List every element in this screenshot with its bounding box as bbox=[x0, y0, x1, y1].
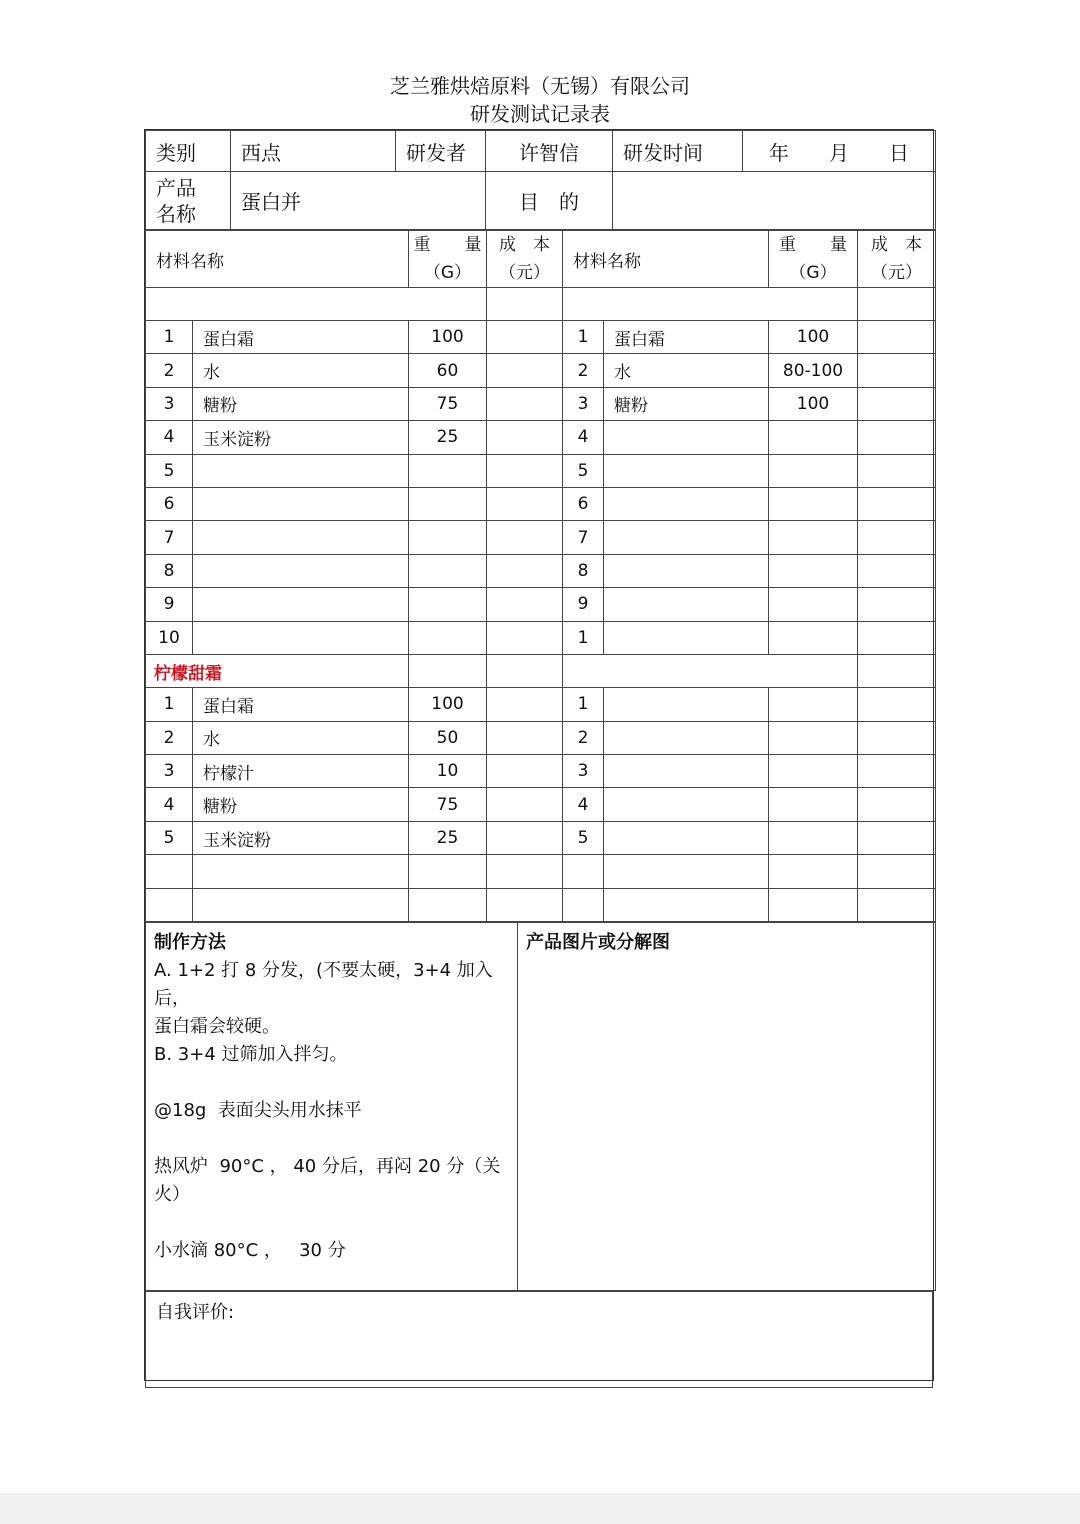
left-material-name bbox=[193, 855, 409, 888]
right-material-name bbox=[604, 454, 769, 487]
left-material-name: 水 bbox=[193, 354, 409, 387]
right-material-name bbox=[604, 421, 769, 454]
right-weight: 100 bbox=[769, 387, 858, 420]
weight-header-left: 重 量 （G） bbox=[409, 231, 487, 288]
left-material-name: 水 bbox=[193, 721, 409, 754]
right-row-number: 6 bbox=[563, 487, 604, 520]
right-row-number: 1 bbox=[563, 688, 604, 721]
right-row-number: 5 bbox=[563, 454, 604, 487]
right-cost bbox=[858, 521, 936, 554]
table-row bbox=[146, 487, 936, 520]
right-material-name bbox=[604, 821, 769, 854]
table-row bbox=[146, 421, 936, 454]
left-cost bbox=[487, 888, 563, 921]
method-step-line: 热风炉 90°C ， 40 分后，再闷 20 分（关 bbox=[154, 1156, 501, 1178]
right-cost bbox=[858, 788, 936, 821]
right-material-name bbox=[604, 755, 769, 788]
right-material-name bbox=[604, 588, 769, 621]
right-material-name bbox=[604, 487, 769, 520]
table-row bbox=[146, 354, 936, 387]
right-cost bbox=[858, 487, 936, 520]
evaluation-label: 自我评价: bbox=[156, 1302, 235, 1324]
right-cost bbox=[858, 454, 936, 487]
left-cost bbox=[487, 621, 563, 654]
right-weight bbox=[769, 487, 858, 520]
table-row bbox=[146, 688, 936, 721]
bottom-bar bbox=[0, 1493, 1080, 1524]
left-cost bbox=[487, 454, 563, 487]
record-form bbox=[144, 129, 934, 1381]
left-material-name bbox=[193, 588, 409, 621]
left-row-number: 6 bbox=[146, 487, 193, 520]
table-row bbox=[146, 521, 936, 554]
left-weight: 10 bbox=[409, 755, 487, 788]
empty-cell bbox=[487, 654, 563, 687]
right-weight bbox=[769, 454, 858, 487]
left-cost bbox=[487, 821, 563, 854]
method-step-line bbox=[154, 1069, 509, 1097]
left-material-name: 玉米淀粉 bbox=[193, 821, 409, 854]
right-row-number: 5 bbox=[563, 821, 604, 854]
right-weight bbox=[769, 554, 858, 587]
method-step-line: 小水滴 80°C ， 30 分 bbox=[154, 1240, 346, 1262]
developer-label: 研发者 bbox=[396, 131, 486, 172]
right-cost bbox=[858, 421, 936, 454]
left-material-name: 柠檬汁 bbox=[193, 755, 409, 788]
right-cost bbox=[858, 855, 936, 888]
right-cost bbox=[858, 354, 936, 387]
method-step-line: 火） bbox=[154, 1184, 190, 1206]
right-material-name bbox=[604, 788, 769, 821]
right-material-name bbox=[604, 688, 769, 721]
left-material-name bbox=[193, 888, 409, 921]
left-weight: 50 bbox=[409, 721, 487, 754]
right-weight bbox=[769, 588, 858, 621]
left-row-number bbox=[146, 888, 193, 921]
left-material-name bbox=[193, 487, 409, 520]
left-cost bbox=[487, 755, 563, 788]
left-weight: 100 bbox=[409, 321, 487, 354]
right-material-name bbox=[604, 521, 769, 554]
left-material-name: 玉米淀粉 bbox=[193, 421, 409, 454]
left-row-number: 3 bbox=[146, 387, 193, 420]
right-cost bbox=[858, 888, 936, 921]
weight-header-right: 重 量 （G） bbox=[769, 231, 858, 288]
right-row-number: 8 bbox=[563, 554, 604, 587]
method-step-line: A. 1+2 打 8 分发，(不要太硬，3+4 加入后， bbox=[154, 960, 493, 1010]
company-title: 芝兰雅烘焙原料（无锡）有限公司 bbox=[390, 74, 690, 98]
left-weight: 25 bbox=[409, 821, 487, 854]
right-cost bbox=[858, 554, 936, 587]
table-row bbox=[146, 755, 936, 788]
right-row-number bbox=[563, 855, 604, 888]
left-row-number: 4 bbox=[146, 788, 193, 821]
right-material-name: 蛋白霜 bbox=[604, 321, 769, 354]
left-row-number: 5 bbox=[146, 821, 193, 854]
ingredient-table bbox=[145, 230, 936, 922]
table-row bbox=[146, 788, 936, 821]
right-row-number: 7 bbox=[563, 521, 604, 554]
table-row bbox=[146, 855, 936, 888]
picture-cell bbox=[518, 923, 936, 1291]
method-steps bbox=[154, 957, 509, 1265]
left-row-number bbox=[146, 855, 193, 888]
left-weight: 75 bbox=[409, 788, 487, 821]
table-row bbox=[146, 621, 936, 654]
right-row-number: 1 bbox=[563, 621, 604, 654]
method-label: 制作方法 bbox=[154, 932, 226, 954]
right-weight bbox=[769, 688, 858, 721]
left-weight bbox=[409, 454, 487, 487]
cost-header-left: 成 本 （元） bbox=[487, 231, 563, 288]
header-table bbox=[145, 130, 936, 230]
left-weight: 75 bbox=[409, 387, 487, 420]
method-step-line: @18g 表面尖头用水抹平 bbox=[154, 1100, 362, 1122]
cost-header-right: 成 本 （元） bbox=[858, 231, 936, 288]
left-weight bbox=[409, 588, 487, 621]
right-weight bbox=[769, 755, 858, 788]
table-row bbox=[146, 321, 936, 354]
left-cost bbox=[487, 554, 563, 587]
right-row-number: 9 bbox=[563, 588, 604, 621]
left-row-number: 7 bbox=[146, 521, 193, 554]
right-weight bbox=[769, 521, 858, 554]
method-table bbox=[145, 922, 936, 1291]
right-cost bbox=[858, 721, 936, 754]
right-weight: 100 bbox=[769, 321, 858, 354]
left-row-number: 5 bbox=[146, 454, 193, 487]
left-row-number: 4 bbox=[146, 421, 193, 454]
left-cost bbox=[487, 588, 563, 621]
right-cost bbox=[858, 387, 936, 420]
purpose-label: 目 的 bbox=[486, 172, 613, 230]
section-title-row bbox=[146, 654, 936, 687]
left-material-name bbox=[193, 621, 409, 654]
section-title-lemon-frosting: 柠檬甜霜 bbox=[146, 654, 409, 687]
right-material-name bbox=[604, 554, 769, 587]
right-weight bbox=[769, 721, 858, 754]
left-weight: 100 bbox=[409, 688, 487, 721]
category-label: 类别 bbox=[146, 131, 231, 172]
right-row-number bbox=[563, 888, 604, 921]
left-weight: 60 bbox=[409, 354, 487, 387]
left-material-name bbox=[193, 554, 409, 587]
form-title: 研发测试记录表 bbox=[470, 102, 610, 126]
left-cost bbox=[487, 788, 563, 821]
table-row bbox=[146, 721, 936, 754]
right-cost bbox=[858, 321, 936, 354]
left-weight: 25 bbox=[409, 421, 487, 454]
left-cost bbox=[487, 855, 563, 888]
method-step-line: B. 3+4 过筛加入拌匀。 bbox=[154, 1044, 348, 1066]
material-header-right: 材料名称 bbox=[563, 231, 769, 288]
right-cost bbox=[858, 755, 936, 788]
left-row-number: 2 bbox=[146, 721, 193, 754]
purpose-value bbox=[613, 172, 936, 230]
left-weight bbox=[409, 487, 487, 520]
right-weight bbox=[769, 855, 858, 888]
left-material-name: 糖粉 bbox=[193, 788, 409, 821]
left-row-number: 9 bbox=[146, 588, 193, 621]
category-value: 西点 bbox=[231, 131, 396, 172]
right-weight bbox=[769, 821, 858, 854]
left-row-number: 10 bbox=[146, 621, 193, 654]
right-row-number: 4 bbox=[563, 788, 604, 821]
left-row-number: 2 bbox=[146, 354, 193, 387]
table-row bbox=[146, 554, 936, 587]
right-cost bbox=[858, 688, 936, 721]
left-material-name: 蛋白霜 bbox=[193, 688, 409, 721]
right-row-number: 4 bbox=[563, 421, 604, 454]
left-cost bbox=[487, 688, 563, 721]
right-weight bbox=[769, 888, 858, 921]
right-material-name bbox=[604, 888, 769, 921]
empty-cell bbox=[409, 654, 487, 687]
left-cost bbox=[487, 521, 563, 554]
product-label: 产品 名称 bbox=[146, 172, 231, 230]
empty-cell bbox=[563, 654, 858, 687]
table-row bbox=[146, 821, 936, 854]
left-cost bbox=[487, 721, 563, 754]
left-weight bbox=[409, 554, 487, 587]
empty-cell bbox=[858, 654, 936, 687]
right-row-number: 2 bbox=[563, 721, 604, 754]
right-material-name bbox=[604, 855, 769, 888]
left-weight bbox=[409, 888, 487, 921]
developer-value: 许智信 bbox=[486, 131, 613, 172]
spacer-row bbox=[146, 288, 936, 321]
right-cost bbox=[858, 621, 936, 654]
right-weight bbox=[769, 621, 858, 654]
right-row-number: 3 bbox=[563, 387, 604, 420]
left-material-name bbox=[193, 454, 409, 487]
picture-label: 产品图片或分解图 bbox=[526, 932, 670, 954]
right-material-name bbox=[604, 621, 769, 654]
left-cost bbox=[487, 321, 563, 354]
evaluation-table bbox=[145, 1291, 933, 1388]
left-row-number: 1 bbox=[146, 688, 193, 721]
method-step-line: 蛋白霜会较硬。 bbox=[154, 1016, 280, 1038]
left-row-number: 8 bbox=[146, 554, 193, 587]
left-cost bbox=[487, 387, 563, 420]
method-cell bbox=[146, 923, 518, 1291]
left-material-name: 糖粉 bbox=[193, 387, 409, 420]
method-step-line bbox=[154, 1125, 509, 1153]
left-row-number: 3 bbox=[146, 755, 193, 788]
left-weight bbox=[409, 521, 487, 554]
right-row-number: 1 bbox=[563, 321, 604, 354]
left-weight bbox=[409, 855, 487, 888]
left-cost bbox=[487, 421, 563, 454]
right-material-name: 水 bbox=[604, 354, 769, 387]
right-weight bbox=[769, 788, 858, 821]
right-material-name: 糖粉 bbox=[604, 387, 769, 420]
left-row-number: 1 bbox=[146, 321, 193, 354]
method-step-line bbox=[154, 1209, 509, 1237]
right-cost bbox=[858, 821, 936, 854]
left-material-name bbox=[193, 521, 409, 554]
table-row bbox=[146, 588, 936, 621]
date-label: 研发时间 bbox=[613, 131, 743, 172]
right-row-number: 2 bbox=[563, 354, 604, 387]
product-value: 蛋白并 bbox=[231, 172, 486, 230]
left-cost bbox=[487, 487, 563, 520]
table-row bbox=[146, 387, 936, 420]
evaluation-cell bbox=[146, 1292, 933, 1388]
material-header-left: 材料名称 bbox=[146, 231, 409, 288]
left-cost bbox=[487, 354, 563, 387]
right-cost bbox=[858, 588, 936, 621]
left-material-name: 蛋白霜 bbox=[193, 321, 409, 354]
right-row-number: 3 bbox=[563, 755, 604, 788]
date-value: 年 月 日 bbox=[743, 131, 936, 172]
right-weight bbox=[769, 421, 858, 454]
right-weight: 80-100 bbox=[769, 354, 858, 387]
table-row bbox=[146, 888, 936, 921]
table-row bbox=[146, 454, 936, 487]
left-weight bbox=[409, 621, 487, 654]
right-material-name bbox=[604, 721, 769, 754]
